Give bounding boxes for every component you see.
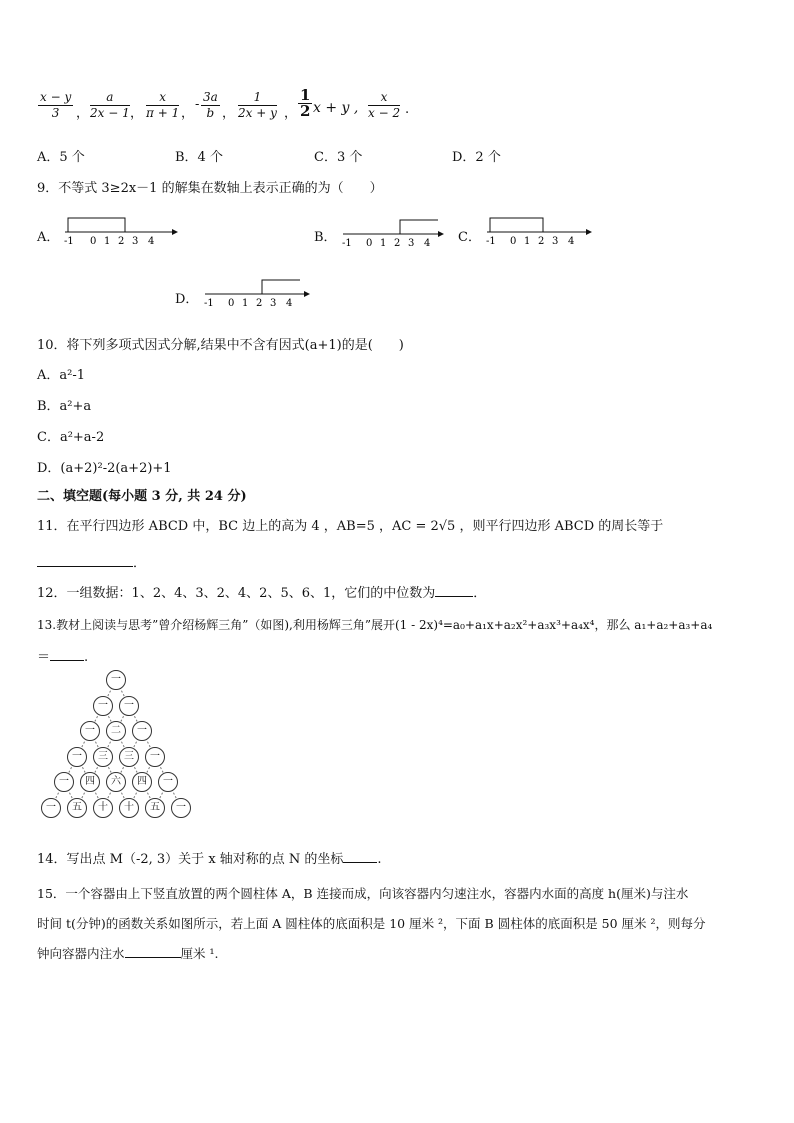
tick-label: 1 bbox=[242, 298, 249, 309]
fraction: $\frac{a}{2x - 1}$ bbox=[90, 90, 130, 120]
q8-option-b: B．4 个 bbox=[175, 150, 223, 165]
tick-label: -1 bbox=[342, 238, 352, 249]
tick-label: 4 bbox=[568, 236, 575, 247]
yanghui-triangle bbox=[38, 668, 186, 833]
triangle-node: 一 bbox=[80, 721, 100, 741]
triangle-node: 一 bbox=[93, 696, 113, 716]
q8-option-c: C．3 个 bbox=[314, 150, 363, 165]
triangle-node: 六 bbox=[106, 772, 126, 792]
q15-line-2: 时间 t(分钟)的函数关系如图所示，若上面 A 圆柱体的底面积是 10 厘米 ²，下面 B 圆柱体的底面积是 50 厘米 ²，则每分 bbox=[37, 916, 706, 931]
tick-label: 0 bbox=[366, 238, 373, 249]
tick-label: -1 bbox=[64, 236, 74, 247]
tick-label: 1 bbox=[524, 236, 531, 247]
fraction: $\frac{x - y}{3}$ bbox=[40, 90, 72, 120]
q15-line-1: 15．一个容器由上下竖直放置的两个圆柱体 A，B 连接而成，向该容器内匀速注水，容器内水面的高度 h(厘米)与注水 bbox=[37, 886, 689, 901]
triangle-node: 一 bbox=[106, 670, 126, 690]
q13-stem: 13.教材上阅读与思考”曾介绍杨辉三角”（如图),利用杨辉三角”展开(1 - 2x)⁴=a₀+a₁x+a₂x²+a₃x³+a₄x⁴，那么 a₁+a₂+a₃+a₄ bbox=[37, 618, 713, 632]
tick-label: 4 bbox=[148, 236, 155, 247]
q11-answer-line: ． bbox=[37, 552, 146, 571]
q9-label-d: D． bbox=[175, 292, 199, 307]
triangle-node: 一 bbox=[54, 772, 74, 792]
number-line-a bbox=[60, 212, 180, 248]
triangle-node: 一 bbox=[41, 798, 61, 818]
q13-answer-line: ＝ . bbox=[37, 650, 89, 665]
number-line-b bbox=[338, 214, 448, 250]
number-line-d bbox=[200, 274, 315, 310]
fraction: $\frac{3a}{b}$ bbox=[203, 90, 218, 120]
tick-label: 0 bbox=[510, 236, 517, 247]
triangle-node: 十 bbox=[119, 798, 139, 818]
fraction-half: $\frac{1}{2}$ bbox=[300, 86, 311, 120]
triangle-node: 一 bbox=[145, 747, 165, 767]
number-line-c bbox=[482, 212, 597, 248]
q12-stem: 12．一组数据：1、2、4、3、2、4、2、5、6、1，它们的中位数为 ． bbox=[37, 586, 487, 601]
triangle-node: 一 bbox=[119, 696, 139, 716]
q15-line-3: 钟向容器内注水 厘米 ¹. bbox=[37, 946, 219, 961]
tick-label: 2 bbox=[118, 236, 125, 247]
triangle-node: 一 bbox=[171, 798, 191, 818]
fraction: $\frac{x}{x - 2}$ bbox=[368, 90, 401, 120]
tick-label: 3 bbox=[132, 236, 139, 247]
triangle-node: 一 bbox=[158, 772, 178, 792]
triangle-node: 三 bbox=[93, 747, 113, 767]
tick-label: 1 bbox=[380, 238, 387, 249]
q10-stem: 10．将下列多项式因式分解,结果中不含有因式(a+1)的是( ) bbox=[37, 338, 404, 353]
tick-label: 4 bbox=[286, 298, 293, 309]
triangle-node: 四 bbox=[80, 772, 100, 792]
q8-option-a: A．5 个 bbox=[37, 150, 85, 165]
tick-label: 0 bbox=[228, 298, 235, 309]
triangle-node: 五 bbox=[145, 798, 165, 818]
tick-label: 3 bbox=[408, 238, 415, 249]
tick-label: 4 bbox=[424, 238, 431, 249]
tick-label: 3 bbox=[270, 298, 277, 309]
q9-label-a: A． bbox=[37, 230, 60, 245]
fraction: $\frac{x}{\pi + 1}$ bbox=[146, 90, 180, 120]
triangle-node: 十 bbox=[93, 798, 113, 818]
q10-option-c: C．a²+a-2 bbox=[37, 430, 105, 445]
section-heading: 二、填空题(每小题 3 分, 共 24 分) bbox=[37, 489, 247, 504]
q11-stem: 11．在平行四边形 ABCD 中，BC 边上的高为 4 ，AB=5 ，AC = 2√5 ，则平行四边形 ABCD 的周长等于 bbox=[37, 519, 664, 534]
triangle-node: 五 bbox=[67, 798, 87, 818]
triangle-node: 四 bbox=[132, 772, 152, 792]
q10-option-d: D．(a+2)²-2(a+2)+1 bbox=[37, 461, 172, 476]
q14-stem: 14．写出点 M（-2, 3）关于 x 轴对称的点 N 的坐标 . bbox=[37, 852, 382, 867]
triangle-node: 三 bbox=[119, 747, 139, 767]
tick-label: 2 bbox=[538, 236, 545, 247]
tick-label: 3 bbox=[552, 236, 559, 247]
tick-label: 2 bbox=[394, 238, 401, 249]
triangle-node: 一 bbox=[132, 721, 152, 741]
q10-option-a: A．a²-1 bbox=[37, 368, 86, 383]
tick-label: 2 bbox=[256, 298, 263, 309]
q9-stem: 9．不等式 3≥2x－1 的解集在数轴上表示正确的为（ ） bbox=[37, 181, 383, 196]
fraction: $\frac{1}{2x + y}$ bbox=[238, 90, 277, 120]
q9-label-b: B． bbox=[314, 230, 337, 245]
triangle-node: 一 bbox=[67, 747, 87, 767]
tick-label: -1 bbox=[486, 236, 496, 247]
tick-label: 0 bbox=[90, 236, 97, 247]
q8-option-d: D．2 个 bbox=[452, 150, 501, 165]
triangle-node: 二 bbox=[106, 721, 126, 741]
tick-label: -1 bbox=[204, 298, 214, 309]
q9-label-c: C． bbox=[458, 230, 481, 245]
tick-label: 1 bbox=[104, 236, 111, 247]
q10-option-b: B．a²+a bbox=[37, 399, 92, 414]
